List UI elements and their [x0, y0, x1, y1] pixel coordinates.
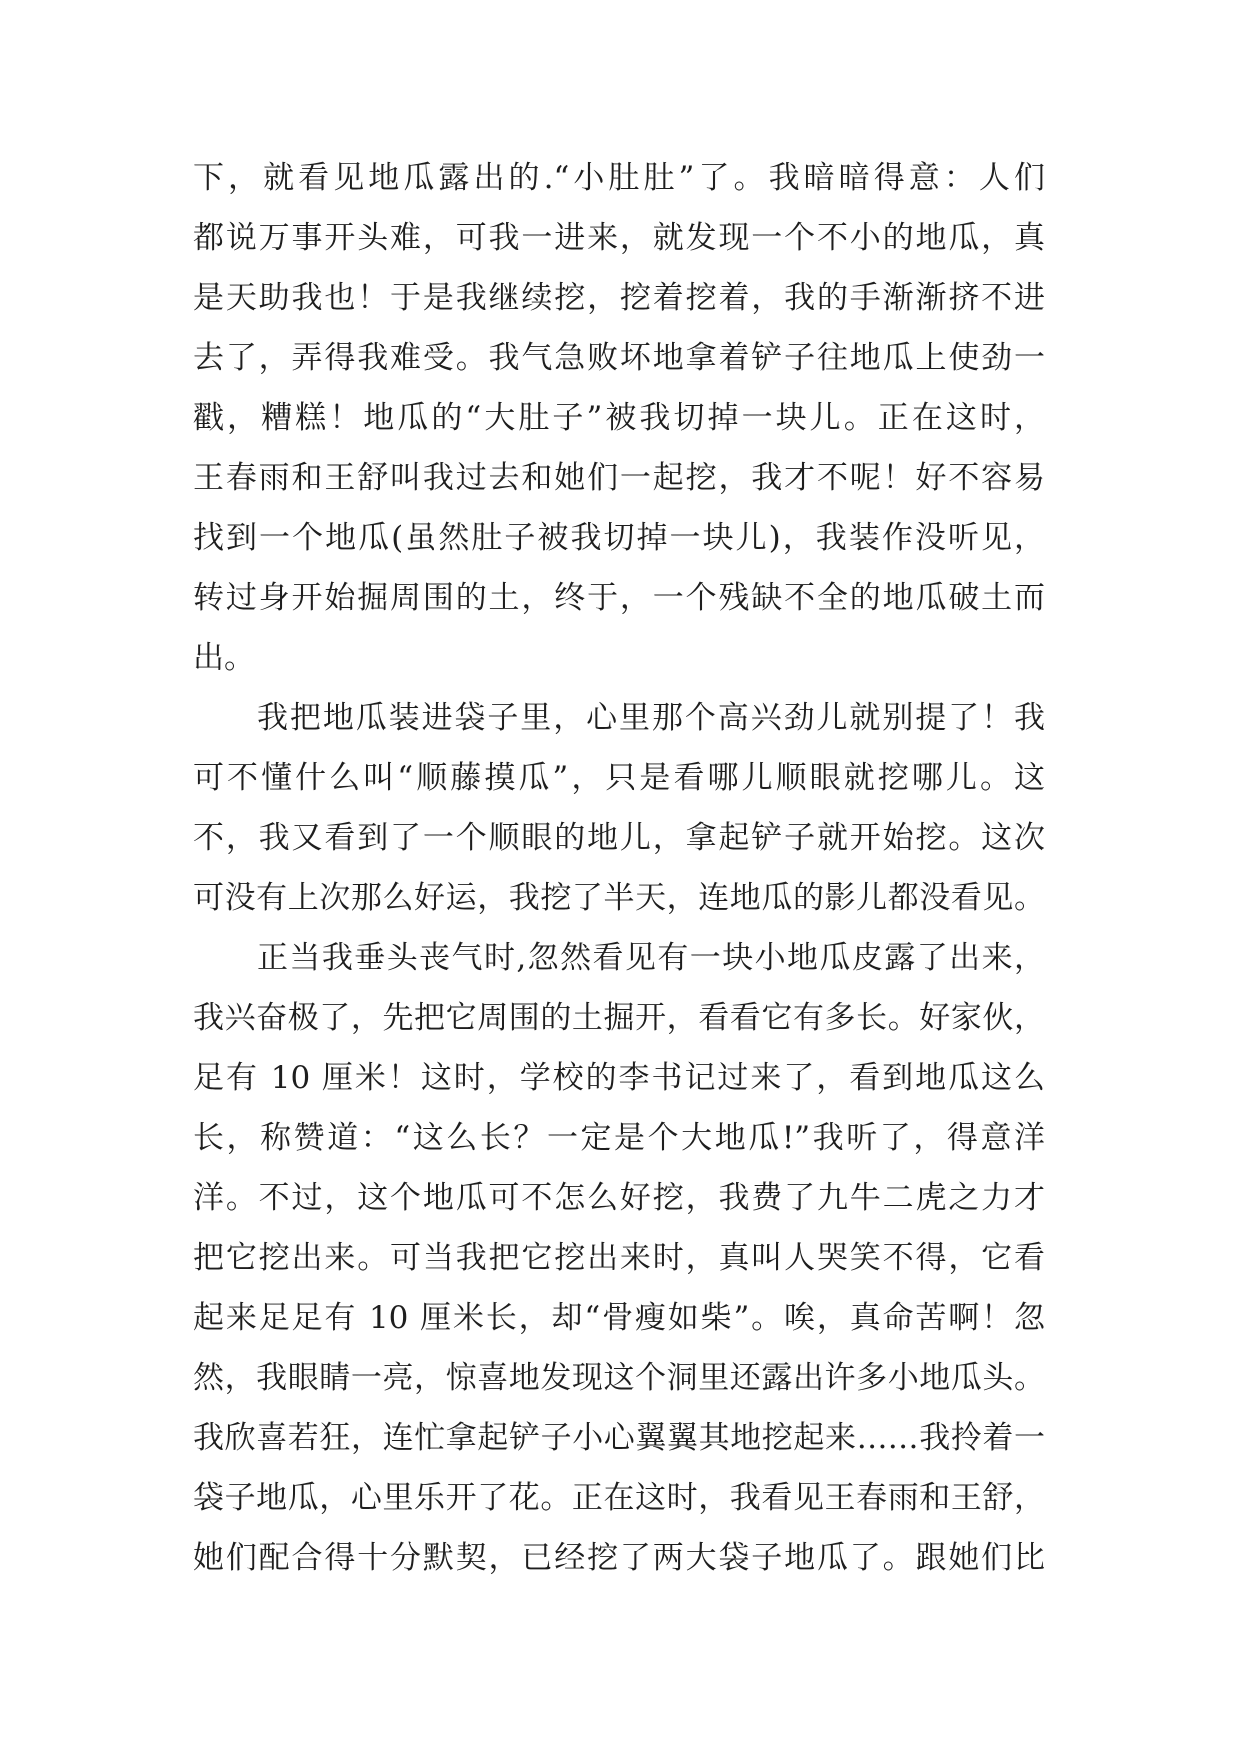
text-line: 把它挖出来。可当我把它挖出来时，真叫人哭笑不得，它看	[193, 1240, 1045, 1276]
text-line: 可没有上次那么好运，我挖了半天，连地瓜的影儿都没看见。	[193, 880, 1045, 916]
text-line: 起来足足有 10 厘米长，却“骨瘦如柴”。唉，真命苦啊！忽	[193, 1300, 1045, 1336]
text-line: 长，称赞道：“这么长？一定是个大地瓜!”我听了，得意洋	[193, 1120, 1045, 1156]
text-line: 可不懂什么叫“顺藤摸瓜”，只是看哪儿顺眼就挖哪儿。这	[193, 760, 1045, 796]
text-line: 不，我又看到了一个顺眼的地儿，拿起铲子就开始挖。这次	[193, 820, 1045, 856]
paragraph-first-line: 正当我垂头丧气时,忽然看见有一块小地瓜皮露了出来，	[257, 940, 1045, 976]
paragraph-first-line: 我把地瓜装进袋子里，心里那个高兴劲儿就别提了！我	[257, 700, 1045, 736]
text-line: 洋。不过，这个地瓜可不怎么好挖，我费了九牛二虎之力才	[193, 1180, 1045, 1216]
text-line: 转过身开始掘周围的土，终于，一个残缺不全的地瓜破土而	[193, 580, 1045, 616]
text-line: 我兴奋极了，先把它周围的土掘开，看看它有多长。好家伙，	[193, 1000, 1045, 1036]
text-line: 然，我眼睛一亮，惊喜地发现这个洞里还露出许多小地瓜头。	[193, 1360, 1045, 1396]
text-line: 戳，糟糕！地瓜的“大肚子”被我切掉一块儿。正在这时，	[193, 400, 1045, 436]
text-line: 找到一个地瓜(虽然肚子被我切掉一块儿)，我装作没听见，	[193, 520, 1045, 556]
text-line: 她们配合得十分默契，已经挖了两大袋子地瓜了。跟她们比	[193, 1540, 1045, 1576]
text-line: 足有 10 厘米！这时，学校的李书记过来了，看到地瓜这么	[193, 1060, 1045, 1096]
text-line: 我欣喜若狂，连忙拿起铲子小心翼翼其地挖起来……我拎着一	[193, 1420, 1045, 1456]
text-line: 下，就看见地瓜露出的.“小肚肚”了。我暗暗得意：人们	[193, 160, 1045, 196]
text-line: 袋子地瓜，心里乐开了花。正在这时，我看见王春雨和王舒，	[193, 1480, 1045, 1516]
text-line: 出。	[193, 640, 255, 676]
text-line: 去了，弄得我难受。我气急败坏地拿着铲子往地瓜上使劲一	[193, 340, 1045, 376]
text-line: 都说万事开头难，可我一进来，就发现一个不小的地瓜，真	[193, 220, 1045, 256]
text-line: 王春雨和王舒叫我过去和她们一起挖，我才不呢！好不容易	[193, 460, 1045, 496]
text-line: 是天助我也！于是我继续挖，挖着挖着，我的手渐渐挤不进	[193, 280, 1045, 316]
